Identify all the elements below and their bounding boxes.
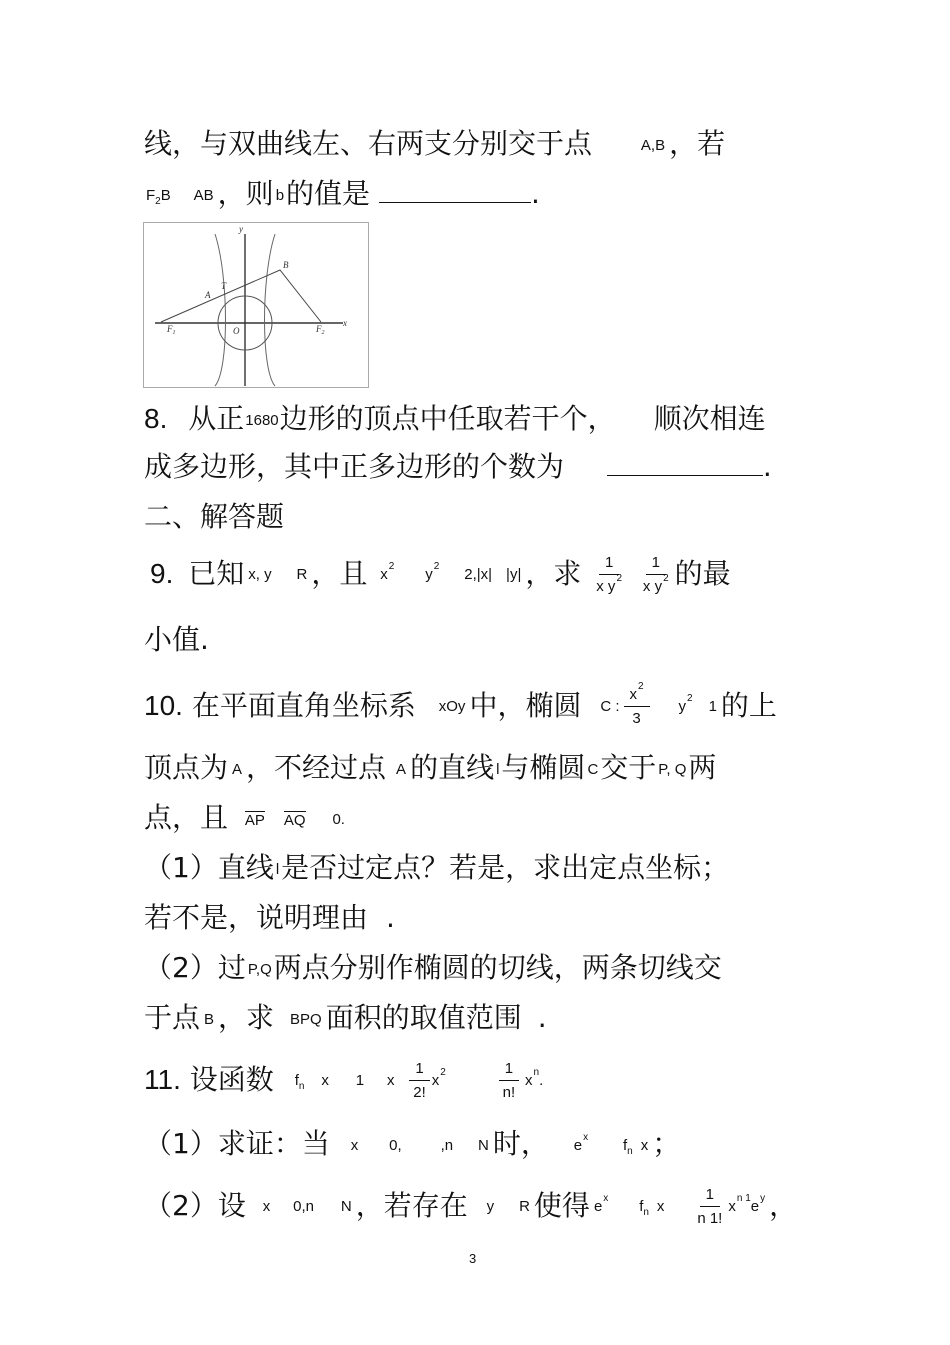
page-number: 3 (469, 1251, 477, 1266)
q11-fraction-1: $\frac{1}{2!}$ (409, 1060, 429, 1102)
q7-answer-blank[interactable] (379, 202, 531, 203)
q8-line2: 成多边形，其中正多边形的个数为 . (144, 450, 772, 483)
q11-part2: （2）设 x 0,n N ，若存在 y R 使得 $e^x$ $f_n$ x $\frac{1}{n 1!}$ $x^{n 1}e^y$ ， (144, 1186, 798, 1228)
label-A: A (205, 290, 211, 300)
label-O: O (233, 326, 240, 336)
q7-line2: $F_2B$ AB ，则 b的值是 . (146, 177, 540, 210)
q9-line2: 小值. (144, 623, 209, 656)
q7-line1: 线，与双曲线左、右两支分别交于点 A,B ，若 (144, 127, 726, 160)
label-F2: $F_2$ (316, 324, 325, 336)
q11-fraction-2: $\frac{1}{n!}$ (499, 1060, 519, 1102)
label-x: x (343, 318, 347, 328)
label-B: B (283, 260, 289, 270)
q10-fraction: $\frac{x^2}{3}$ (624, 686, 650, 728)
q10-part2-line1: （2）过 P,Q两点分别作椭圆的切线，两条切线交 (144, 951, 722, 984)
q8-line1: 8. 从正1680边形的顶点中任取若干个， 顺次相连 (144, 402, 766, 435)
hyperbola-figure (143, 222, 369, 388)
label-T: T (221, 281, 227, 291)
q10-line1: 10. 在平面直角坐标系 xOy 中，椭圆 C : $\frac{x^2}{3}$ $y^2$ 1 的上 (144, 681, 777, 728)
q11-part1: （1）求证：当 x 0, ,n N 时， $e^x$ $f_n$ x ； (144, 1127, 681, 1160)
q9-fraction-1: $\frac{1}{x y^2}$ (596, 554, 622, 596)
q11-line1: 11. 设函数 $f_n$ x 1 x $\frac{1}{2!}$ $x^2$ $\frac{1}{n!}$ $x^n$. (144, 1060, 544, 1102)
q10-part1-line1: （1）直线 l是否过定点？若是，求出定点坐标； (144, 851, 730, 884)
q10-line2: 顶点为 A ，不经过点 A 的直线 l与椭圆 C交于 P, Q两 (144, 751, 717, 784)
label-y: y (239, 224, 243, 234)
q8-answer-blank[interactable] (607, 475, 763, 476)
section-heading: 二、解答题 (144, 500, 285, 533)
q7-points: A,B (640, 136, 666, 154)
q10-part1-line2: 若不是，说明理由 . (144, 901, 395, 934)
q9-line1: 9. 已知 x, y R ，且 $x^2$ $y^2$ 2,|x| |y| ，求 $\frac{1}{x y^2}$ $\frac{1}{x y^2}$ 的最 (150, 554, 731, 596)
q9-fraction-2: $\frac{1}{x y^2}$ (642, 554, 669, 596)
figure-frame (144, 223, 369, 388)
q10-part2-line2: 于点 B ，求 BPQ 面积的取值范围 . (144, 1001, 547, 1034)
q10-line3: 点，且 AP AQ 0. (144, 801, 345, 834)
label-F1: $F_1$ (167, 324, 176, 336)
q11-fraction-3: $\frac{1}{n 1!}$ (697, 1186, 723, 1228)
